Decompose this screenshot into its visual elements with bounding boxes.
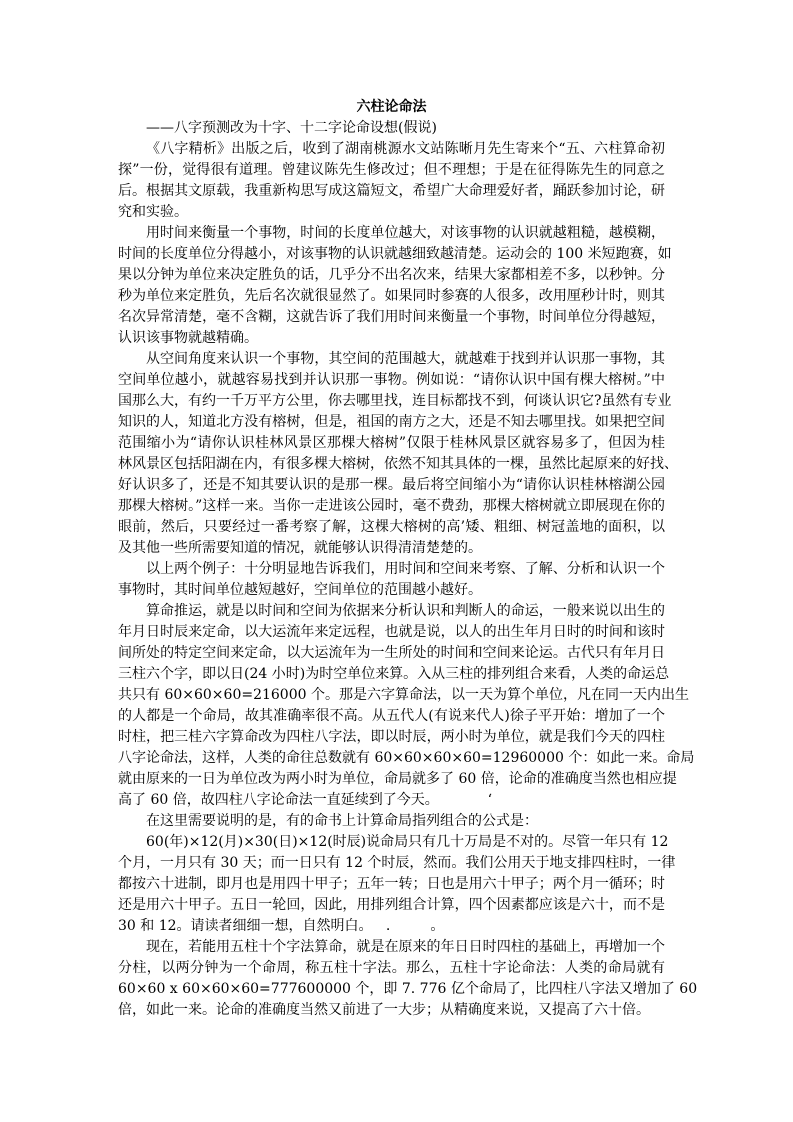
text-line: 好认识多了，还是不知其要认识的是那一棵。最后将空间缩小为“请你认识桂林榕湖公园 <box>118 477 665 493</box>
paragraph-6 <box>118 811 665 832</box>
text-line: 共只有 60×60×60=216000 个。那是六字算命法，以一天为算个单位，凡在同一天内出生 <box>118 687 689 703</box>
text-line: 时柱，把三桂六字算命改为四柱八字法，即以时辰，两小时为单位，就是我们今天的四柱 <box>118 729 665 745</box>
text-line: 都按六十进制，即月也是用四十甲子；五年一转；日也是用六十甲子；两个月一循环；时 <box>118 876 665 892</box>
paragraph-1 <box>118 139 665 223</box>
text-line: 用时间来衡量一个事物，时间的长度单位越大，对该事物的认识就越粗糙，越模糊， <box>146 225 665 241</box>
text-line: 究和实验。 <box>118 204 188 220</box>
document-title: 六柱论命法 <box>356 99 427 115</box>
text-line: 秒为单位来定胜负，先后名次就很显然了。如果同时参赛的人很多，改用厘秒计时，则其 <box>118 288 665 304</box>
text-line: 范围缩小为“请你认识桂林风景区那棵大榕树”仅限于桂林风景区就容易多了，但因为桂 <box>118 435 665 451</box>
text-line: 60×60 x 60×60×60=777600000 个，即 7. 776 亿个命局了，比四柱八字法又增加了 60 <box>118 981 698 997</box>
text-line: 以上两个例子：十分明显地告诉我们，用时间和空间来考察、了解、分析和认识一个 <box>146 561 665 577</box>
document-subtitle: ——八字预测改为十字、十二字论命设想(假说) <box>146 120 437 136</box>
paragraph-8 <box>118 937 698 1021</box>
text-line: 算命推运，就是以时间和空间为依据来分析认识和判断人的命运，一般来说以出生的 <box>146 603 665 619</box>
text-line: 时间的长度单位分得越小，对该事物的认识就越细致越清楚。运动会的 100 米短跑赛，如 <box>118 246 672 262</box>
text-line: 从空间角度来认识一个事物，其空间的范围越大，就越难于找到并认识那一事物，其 <box>146 351 665 367</box>
text-line: 事物时，其时间单位越短越好，空间单位的范围越小越好。 <box>118 582 482 598</box>
text-line: 60(年)×12(月)×30(日)×12(时辰)说命局只有几十万局是不对的。尽管一年只有 12 <box>146 834 669 850</box>
text-line: 认识该事物就越精确。 <box>118 330 258 346</box>
text-line: 30 和 12。请读者细细一想，自然明白。 . 。 <box>118 918 445 934</box>
text-line: 分柱，以两分钟为一个命周，称五柱十字法。那么，五柱十字论命法：人类的命局就有 <box>118 960 665 976</box>
text-line: 个月，一月只有 30 天；而一日只有 12 个时辰，然而。我们公用天于地支排四柱时，一律 <box>118 855 676 871</box>
text-line: 那棵大榕树。”这样一来。当你一走进该公园时，毫不费劲，那棵大榕树就立即展现在你的 <box>118 498 665 514</box>
text-line: 就由原来的一日为单位改为两小时为单位，命局就多了 60 倍，论命的准确度当然也相应提 <box>118 771 677 787</box>
text-line: 空间单位越小，就越容易找到并认识那一事物。例如说：“请你认识中国有棵大榕树。”中 <box>118 372 665 388</box>
text-line: 还是用六十甲子。五日一轮回，因此，用排列组合计算，四个因素都应该是六十，而不是 <box>118 897 665 913</box>
text-line: 年月日时辰来定命，以大运流年来定远程，也就是说，以人的出生年月日时的时间和该时 <box>118 624 665 640</box>
text-line: 的人都是一个命局，故其准确率很不高。从五代人(有说来代人)徐子平开始：增加了一个 <box>118 708 665 724</box>
text-line: 《八字精析》出版之后，收到了湖南桃源水文站陈晰月先生寄来个“五、六柱算命初 <box>146 141 665 157</box>
document-body <box>118 97 698 1021</box>
text-line: 国那么大，有约一千万平方公里，你去哪里找，连目标都找不到，何谈认识它?虽然有专业 <box>118 393 672 409</box>
text-line: 及其他一些所需要知道的情况，就能够认识得清清楚楚的。 <box>118 540 482 556</box>
text-line: 林风景区包括阳湖在内，有很多棵大榕树，依然不知其具体的一棵，虽然比起原来的好找、 <box>118 456 678 472</box>
text-line: 后。根据其文原载，我重新构思写成这篇短文，希望广大命理爱好者，踊跃参加讨论，研 <box>118 183 665 199</box>
text-line: 名次异常清楚，毫不含糊，这就告诉了我们用时间来衡量一个事物，时间单位分得越短， <box>118 309 665 325</box>
text-line: 三柱六个字，即以日(24 小时)为时空单位来算。入从三柱的排列组合来看，人类的命运总 <box>118 666 670 682</box>
text-line: 眼前，然后，只要经过一番考察了解，这棵大榕树的高’矮、粗细、树冠盖地的面积，以 <box>118 519 665 535</box>
paragraph-2 <box>118 223 672 349</box>
text-line: 探”一份，觉得很有道理。曾建议陈先生修改过；但不理想；于是在征得陈先生的同意之 <box>118 162 665 178</box>
text-line: 果以分钟为单位来决定胜负的话，几乎分不出名次来，结果大家都相差不多，以秒钟。分 <box>118 267 665 283</box>
text-line: 八字论命法，这样，人类的命往总数就有 60×60×60×60=12960000 个：如此一来。命局 <box>118 750 695 766</box>
text-line: 在这里需要说明的是，有的命书上计算命局指列组合的公式是： <box>146 813 538 829</box>
text-line: 知识的人，知道北方没有榕树，但是，祖国的南方之大，还是不知去哪里找。如果把空间 <box>118 414 665 430</box>
paragraph-7 <box>118 832 676 937</box>
text-line: 间所处的特定空间来定命，以大运流年为一生所处的时间和空间来论运。古代只有年月日 <box>118 645 665 661</box>
text-line: 现在，若能用五柱十个字法算命，就是在原来的年日日时四柱的基础上，再增加一个 <box>146 939 665 955</box>
paragraph-5 <box>118 601 695 811</box>
text-line: 高了 60 倍，故四柱八字论命法一直延续到了今天。 ‘ <box>118 792 493 808</box>
paragraph-3 <box>118 349 678 559</box>
text-line: 倍，如此一来。论命的准确度当然又前进了一大步；从精确度来说，又提高了六十倍。 <box>118 1002 650 1018</box>
paragraph-4 <box>118 559 665 601</box>
